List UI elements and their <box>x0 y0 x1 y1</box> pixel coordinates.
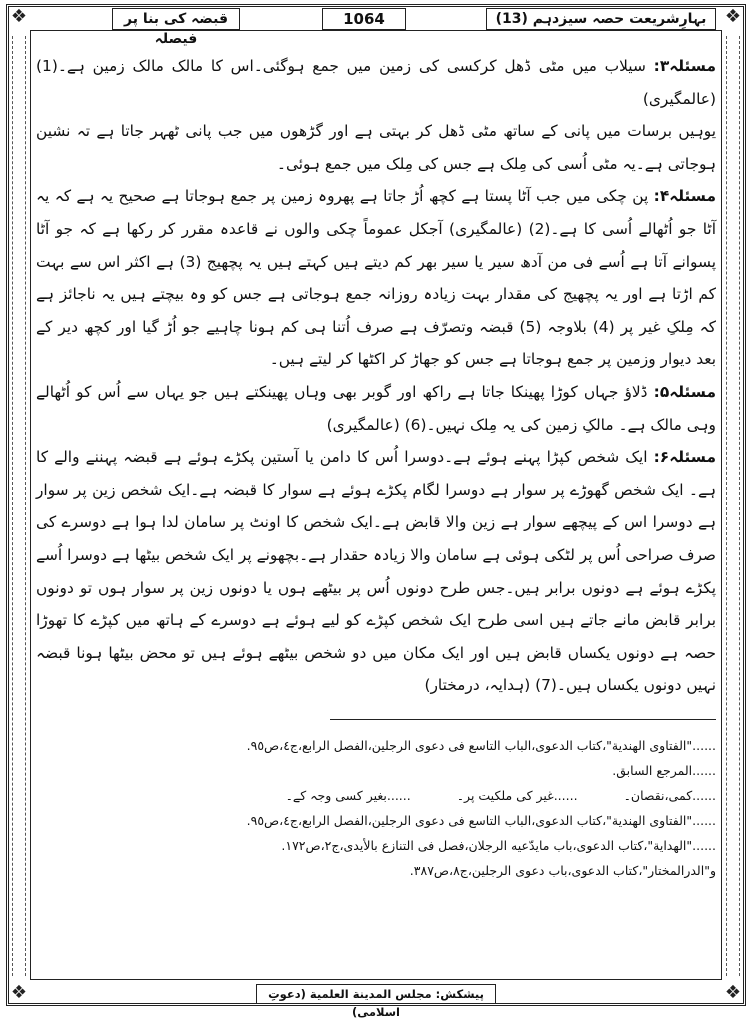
footnote-row-3-4-5 <box>36 783 716 808</box>
paragraph-text: ڈلاؤ جہاں کوڑا پھینکا جاتا ہے راکھ اور گوبر بھی وہاں پھینکتے ہیں جو یہاں سے اُس کو اُٹھالے وہی مالک ہے۔ مالکِ زمین کی یہ مِلک نہیں۔(6) (عالمگیری) <box>36 382 716 434</box>
section-title: قبضہ کی بنا پر فیصلہ <box>112 8 240 30</box>
corner-ornament-icon: ❖ <box>724 982 742 1003</box>
paragraph-text: سیلاب میں مٹی ڈھل کرکسی کی زمین میں جمع ہوگئی۔اس کا مالک مالک زمین ہے۔(1) (عالمگیری) <box>36 57 716 108</box>
corner-ornament-icon: ❖ <box>10 6 28 27</box>
footnote-3: ......کمی،نقصان۔ <box>623 788 716 803</box>
footnote-7: ......"الهداية"،کتاب الدعوی،باب مايدّعيه الرجلان،فصل فی التنازع بالأيدی،ج٢،ص١٧٢. <box>281 838 716 853</box>
masala-label: مسئلہ۶: <box>653 448 716 467</box>
paragraph-masala-3 <box>36 50 716 115</box>
publisher-footer: پیشکش: مجلس المدينة العلمية (دعوتِ اسلامی) <box>256 984 496 1004</box>
masala-label: مسئلہ۵: <box>653 382 716 401</box>
corner-ornament-icon: ❖ <box>10 982 28 1003</box>
footnote-2: ......المرجع السابق. <box>612 763 716 778</box>
footnote-1: ......"الفتاوی الهندية"،کتاب الدعوی،الباب التاسع فی دعوی الرجلين،الفصل الرابع،ج٤،ص٩٥. <box>246 738 716 753</box>
paragraph-masala-4 <box>36 180 716 376</box>
footnotes <box>36 733 716 883</box>
paragraph-masala-5 <box>36 376 716 441</box>
paragraph-text: ایک شخص کپڑا پہنے ہوئے ہے۔دوسرا اُس کا دامن یا آستین پکڑے ہوئے ہے قبضہ پہننے والے کا ہے۔ ایک شخص گھوڑے پر سوار ہے دوسرا لگام پکڑے ہوئے ہے سوار کا قبضہ ہے۔ایک شخص زین پر سوار ہے دوسرا اس کے پیچھے سوار ہے زین والا قابض ہے۔ایک شخص کا اونٹ پر سامان لدا ہوا ہے دوسرے کی صرف صراحی اُس پر لٹکی ہوئی ہے سامان والا زیادہ حقدار ہے۔بچھونے پر ایک شخص بیٹھا ہے دوسرا اُسے پکڑے ہوئے ہے دونوں برابر ہیں۔جس طرح دونوں اُس پر بیٹھے ہوں یا دونوں زین پر سوار ہوں تو دونوں برابر قابض مانے جاتے ہیں اسی طرح ایک شخص کپڑے کو لیے ہوئے ہے دوسرے کے ہاتھ میں کپڑے کا تھوڑا حصہ ہے دونوں یکساں قابض ہیں اور ایک مکان میں دو شخص بیٹھے ہوئے ہیں تو محض بیٹھا ہونا قبضہ نہیں دونوں یکساں ہیں۔(7) (ہدایہ، درمختار) <box>36 448 716 695</box>
paragraph-masala-6 <box>36 441 716 702</box>
page-header <box>36 8 716 47</box>
masala-label: مسئلہ۳: <box>653 57 716 75</box>
footnote-6: ......"الفتاوی الهندية"،کتاب الدعوی،الباب التاسع فی دعوی الرجلين،الفصل الرابع،ج٤،ص٩٥. <box>246 813 716 828</box>
book-title: بہارِشریعت حصہ سیزدہم (13) <box>486 8 716 30</box>
page-number: 1064 <box>322 8 406 30</box>
footnote-4: ......غیر کی ملکیت پر۔ <box>456 788 578 803</box>
paragraph-continuation <box>36 115 716 180</box>
footnote-5: ......بغیر کسی وجہ کے۔ <box>285 788 411 803</box>
paragraph-text: پن چکی میں جب آٹا پستا ہے کچھ اُڑ جاتا ہے پھروہ زمین پر جمع ہوجاتا ہے صحیح یہ ہے کہ یہ آٹا جو اُٹھالے اُسی کا ہے۔(2) (عالمگیری) آجکل عموماً چکی والوں نے قاعدہ مقرر کر رکھا ہے کہ جو آٹا پسوانے آتا ہے اُسے فی من آدھ سیر یا سیر بھر کم دیتے ہیں کہتے ہیں یہ پچھیج (3) ہے اکثر اس سے بہت کم اڑتا ہے اور یہ پچھیج کی مقدار بہت زیادہ روزانہ جمع ہوجاتی ہے جس کو وہ بیچتے ہیں یہ ناجائز ہے کہ مِلکِ غیر پر (4) بلاوجہ (5) قبضہ وتصرّف ہے صرف اُتنا ہی کم ہونا چاہیے جو اُڑ گیا اور کچھ دیر کے بعد دیوار وزمین پر جمع ہوجاتا ہے جس کو جھاڑ کر اکٹھا کر لیتے ہیں۔ <box>36 187 716 369</box>
footnote-divider <box>330 719 716 720</box>
main-text <box>36 50 716 715</box>
paragraph-text: یوہیں برسات میں پانی کے ساتھ مٹی ڈھل کر بہتی ہے اور گڑھوں میں جب پانی ٹھہر جاتا ہے تہ نشین ہوجاتی ہے۔یہ مٹی اُسی کی مِلک ہے جس کی مِلک میں جمع ہوئی۔ <box>36 122 716 173</box>
corner-ornament-icon: ❖ <box>724 6 742 27</box>
page-border-pattern-right <box>726 36 740 976</box>
page-border-pattern-left <box>12 36 26 976</box>
footnote-7-continued: و"الدرالمختار"،کتاب الدعوی،باب دعوی الرجلين،ج٨،ص٣٨٧. <box>409 863 716 878</box>
masala-label: مسئلہ۴: <box>653 187 716 206</box>
